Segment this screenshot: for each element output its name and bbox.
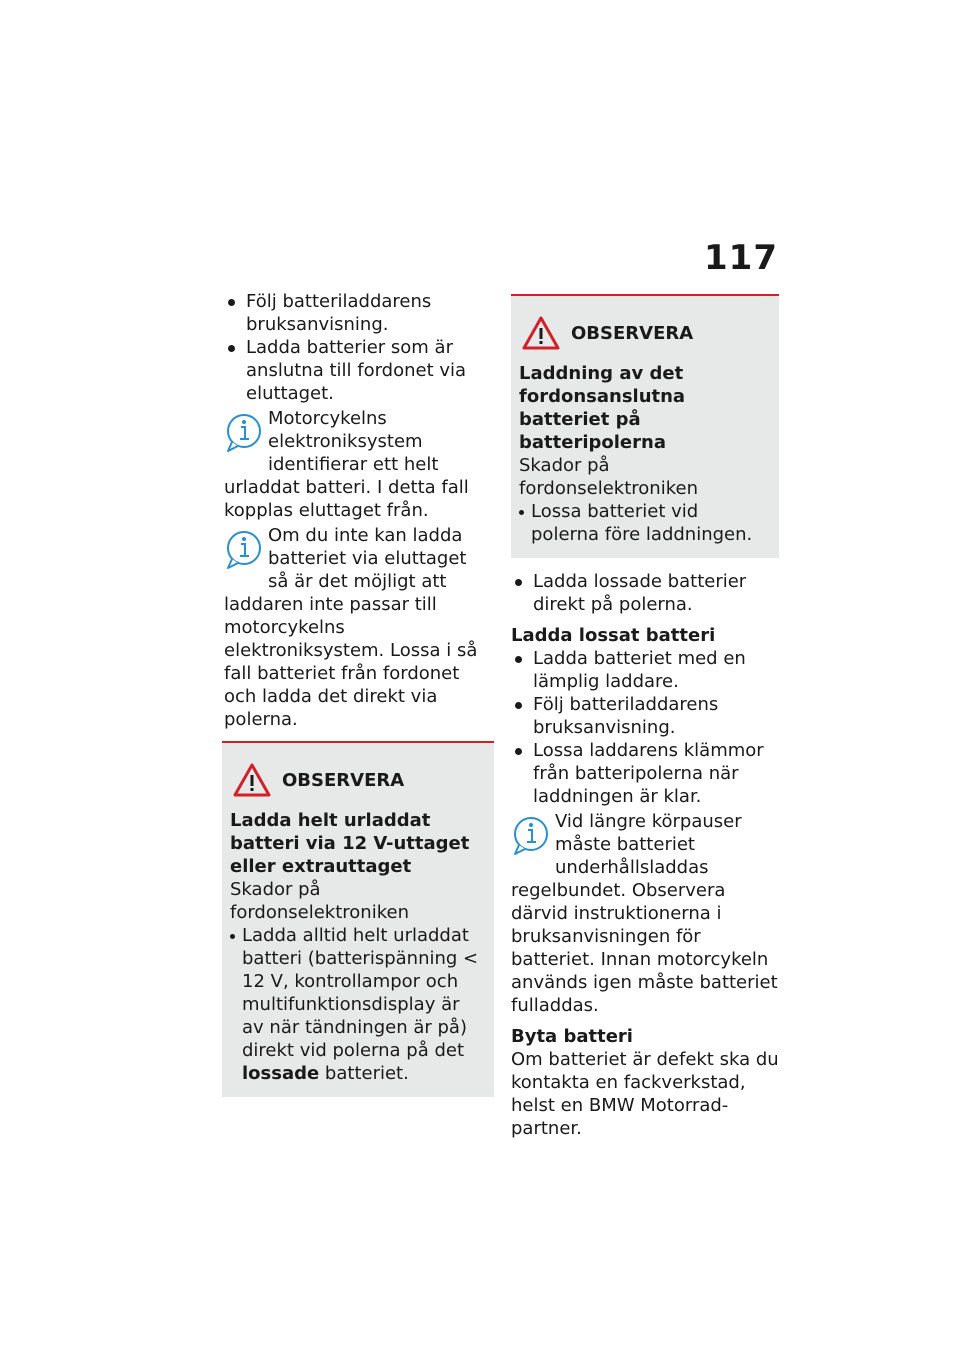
info-icon [224,526,264,572]
list-item: Lossa laddarens klämmor från batteripolerna när laddningen är klar. [511,739,779,808]
warning-text: Skador på fordonselektroniken [519,455,698,499]
info-icon [224,409,264,455]
info-text: Vid längre körpauser måste batteriet underhållsladdas regelbundet. Observera därvid instruktionerna i bruksanvisningen för batteriet. Innan motorcykeln används igen måste batteriet fulladdas. [511,811,778,1016]
list-item: Ladda batterier som är anslutna till fordonet via eluttaget. [224,336,492,405]
right-column [511,294,779,1140]
warning-text: Skador på fordonselektroniken [230,879,409,923]
list-item: Följ batteriladdarens bruksanvisning. [224,290,492,336]
warning-item: Ladda alltid helt urladdat batteri (batterispänning < 12 V, kontrollampor och multifunktionsdisplay är av när tändningen är på) direkt vid polerna på det lossade batteriet. [230,924,486,1085]
section-heading: Ladda lossat batteri [511,625,716,646]
left-column [224,290,492,1109]
section-heading: Byta batteri [511,1026,633,1047]
list-item: Följ batteriladdarens bruksanvisning. [511,693,779,739]
list-item: Ladda batteriet med en lämplig laddare. [511,647,779,693]
warning-title: OBSERVERA [571,322,694,344]
info-note [224,524,492,731]
info-note [224,407,492,522]
page-number: 117 [704,238,778,278]
warning-triangle-icon [521,315,561,351]
warning-subtitle: Laddning av det fordonsanslutna batteriet på batteripolerna [519,363,686,453]
section-text: Om batteriet är defekt ska du kontakta en fackverkstad, helst en BMW Motorrad-partner. [511,1049,779,1139]
warning-triangle-icon [232,762,272,798]
info-note [511,810,779,1017]
info-text: Om du inte kan ladda batteriet via eluttaget så är det möjligt att laddaren inte passar till motorcykelns elektroniksystem. Lossa i så fall batteriet från fordonet och ladda det direkt via polerna. [224,525,478,730]
warning-item: Lossa batteriet vid polerna före laddningen. [519,500,771,546]
list-item: Ladda lossade batterier direkt på polerna. [511,570,779,616]
warning-box [222,741,494,1097]
warning-box [511,294,779,558]
info-icon [511,812,551,858]
warning-subtitle: Ladda helt urladdat batteri via 12 V-uttaget eller extrauttaget [230,810,470,877]
info-text: Motorcykelns elektroniksystem identifierar ett helt urladdat batteri. I detta fall kopplas eluttaget från. [224,408,469,521]
warning-title: OBSERVERA [282,769,405,791]
